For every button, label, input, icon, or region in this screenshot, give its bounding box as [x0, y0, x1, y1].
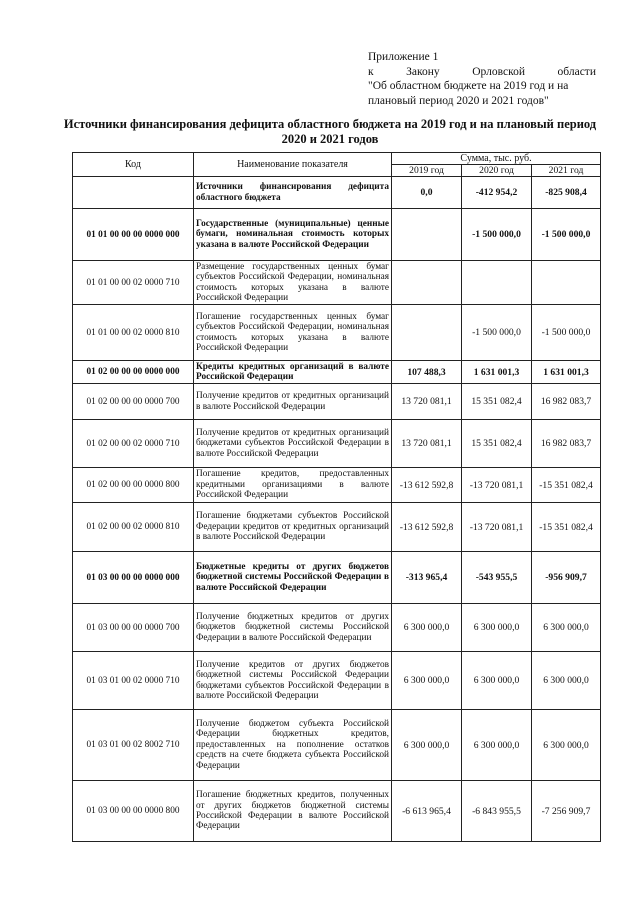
row-code: 01 03 01 00 02 8002 710	[73, 710, 194, 781]
table-row	[73, 209, 601, 261]
row-name: Погашение бюджетами субъектов Российской Федерации кредитов от кредитных организаций в валюте Российской Федерации	[194, 503, 392, 552]
row-value-2019	[392, 305, 462, 361]
row-value-2021: 16 982 083,7	[532, 420, 601, 468]
row-code: 01 02 00 00 00 0000 700	[73, 384, 194, 420]
appendix-law-reference	[368, 65, 596, 80]
row-value-2021: -956 909,7	[532, 552, 601, 604]
row-value-2019: 0,0	[392, 177, 462, 209]
row-code: 01 03 00 00 00 0000 000	[73, 552, 194, 604]
row-code	[73, 177, 194, 209]
row-code: 01 01 00 00 00 0000 000	[73, 209, 194, 261]
col-name-header: Наименование показателя	[194, 153, 392, 177]
row-value-2021: -1 500 000,0	[532, 305, 601, 361]
row-name: Получение кредитов от кредитных организаций в валюте Российской Федерации	[194, 384, 392, 420]
row-name: Источники финансирования дефицита областного бюджета	[194, 177, 392, 209]
row-value-2019: -13 612 592,8	[392, 468, 462, 503]
row-value-2020: -1 500 000,0	[462, 305, 532, 361]
row-value-2019: -313 965,4	[392, 552, 462, 604]
table-row	[73, 652, 601, 710]
appendix-word: Орловской	[472, 65, 525, 78]
row-code: 01 01 00 00 02 0000 710	[73, 261, 194, 305]
table-row	[73, 552, 601, 604]
row-value-2021: -7 256 909,7	[532, 781, 601, 842]
row-code: 01 03 01 00 02 0000 710	[73, 652, 194, 710]
row-value-2021: -15 351 082,4	[532, 503, 601, 552]
row-value-2019: 6 300 000,0	[392, 710, 462, 781]
row-value-2019	[392, 261, 462, 305]
row-name: Получение кредитов от других бюджетов бюджетной системы Российской Федерации бюджетами субъектов Российской Федерации в валюте Российской Федерации	[194, 652, 392, 710]
table-row	[73, 305, 601, 361]
appendix-word: к	[368, 65, 374, 78]
table-row	[73, 361, 601, 384]
financing-sources-table	[72, 152, 601, 842]
row-value-2019	[392, 209, 462, 261]
col-code-header: Код	[73, 153, 194, 177]
row-value-2019: 6 300 000,0	[392, 652, 462, 710]
table-row	[73, 468, 601, 503]
row-value-2019: 6 300 000,0	[392, 604, 462, 652]
row-name: Получение кредитов от кредитных организаций бюджетами субъектов Российской Федерации в валюте Российской Федерации	[194, 420, 392, 468]
row-value-2019: -6 613 965,4	[392, 781, 462, 842]
year-2020-header: 2020 год	[462, 165, 532, 177]
row-name: Государственные (муниципальные) ценные бумаги, номинальная стоимость которых указана в валюте Российской Федерации	[194, 209, 392, 261]
table-row	[73, 781, 601, 842]
table-row	[73, 384, 601, 420]
row-value-2020: -6 843 955,5	[462, 781, 532, 842]
row-code: 01 03 00 00 00 0000 700	[73, 604, 194, 652]
row-code: 01 03 00 00 00 0000 800	[73, 781, 194, 842]
row-code: 01 02 00 00 00 0000 000	[73, 361, 194, 384]
table-row	[73, 503, 601, 552]
row-value-2019: 13 720 081,1	[392, 420, 462, 468]
row-value-2020: 6 300 000,0	[462, 652, 532, 710]
row-value-2021: 6 300 000,0	[532, 604, 601, 652]
row-value-2021: 1 631 001,3	[532, 361, 601, 384]
row-name: Бюджетные кредиты от других бюджетов бюджетной системы Российской Федерации в валюте Российской Федерации	[194, 552, 392, 604]
row-value-2020: 15 351 082,4	[462, 384, 532, 420]
row-value-2020	[462, 261, 532, 305]
year-2021-header: 2021 год	[532, 165, 601, 177]
table-row	[73, 710, 601, 781]
row-value-2021: -1 500 000,0	[532, 209, 601, 261]
table-header-row	[73, 153, 601, 165]
row-code: 01 02 00 00 02 0000 810	[73, 503, 194, 552]
row-value-2020: 6 300 000,0	[462, 710, 532, 781]
appendix-header	[368, 50, 596, 108]
appendix-word: Закону	[406, 65, 440, 78]
appendix-word: области	[557, 65, 596, 78]
table-row	[73, 261, 601, 305]
row-value-2020: 6 300 000,0	[462, 604, 532, 652]
appendix-law-title: "Об областном бюджете на 2019 год и на плановый период 2020 и 2021 годов"	[368, 80, 569, 107]
document-title: Источники финансирования дефицита областного бюджета на 2019 год и на плановый период 2020 и 2021 годов	[63, 117, 597, 146]
row-value-2021: 6 300 000,0	[532, 710, 601, 781]
row-value-2021: 16 982 083,7	[532, 384, 601, 420]
table-row	[73, 604, 601, 652]
row-value-2020: -13 720 081,1	[462, 468, 532, 503]
row-name: Размещение государственных ценных бумаг субъектов Российской Федерации, номинальная стоимость которых указана в валюте Российской Федерации	[194, 261, 392, 305]
row-value-2020: 1 631 001,3	[462, 361, 532, 384]
row-name: Получение бюджетных кредитов от других бюджетов бюджетной системы Российской Федерации в валюте Российской Федерации	[194, 604, 392, 652]
row-value-2020: 15 351 082,4	[462, 420, 532, 468]
row-name: Погашение государственных ценных бумаг субъектов Российской Федерации, номинальная стоимость которых указана в валюте Российской Федерации	[194, 305, 392, 361]
table-row	[73, 420, 601, 468]
row-name: Кредиты кредитных организаций в валюте Российской Федерации	[194, 361, 392, 384]
col-sum-header: Сумма, тыс. руб.	[392, 153, 601, 165]
row-value-2021	[532, 261, 601, 305]
row-name: Получение бюджетом субъекта Российской Федерации бюджетных кредитов, предоставленных на пополнение остатков средств на счете бюджета субъекта Российской Федерации	[194, 710, 392, 781]
row-name: Погашение кредитов, предоставленных кредитными организациями в валюте Российской Федерации	[194, 468, 392, 503]
row-value-2019: 13 720 081,1	[392, 384, 462, 420]
row-value-2021: -15 351 082,4	[532, 468, 601, 503]
row-value-2019: -13 612 592,8	[392, 503, 462, 552]
row-value-2021: -825 908,4	[532, 177, 601, 209]
row-value-2020: -543 955,5	[462, 552, 532, 604]
row-code: 01 02 00 00 02 0000 710	[73, 420, 194, 468]
row-value-2020: -13 720 081,1	[462, 503, 532, 552]
table-row	[73, 177, 601, 209]
row-value-2020: -1 500 000,0	[462, 209, 532, 261]
row-value-2019: 107 488,3	[392, 361, 462, 384]
row-value-2020: -412 954,2	[462, 177, 532, 209]
row-value-2021: 6 300 000,0	[532, 652, 601, 710]
year-2019-header: 2019 год	[392, 165, 462, 177]
row-code: 01 01 00 00 02 0000 810	[73, 305, 194, 361]
row-code: 01 02 00 00 00 0000 800	[73, 468, 194, 503]
appendix-number: Приложение 1	[368, 51, 439, 63]
row-name: Погашение бюджетных кредитов, полученных от других бюджетов бюджетной системы Российской Федерации в валюте Российской Федерации	[194, 781, 392, 842]
